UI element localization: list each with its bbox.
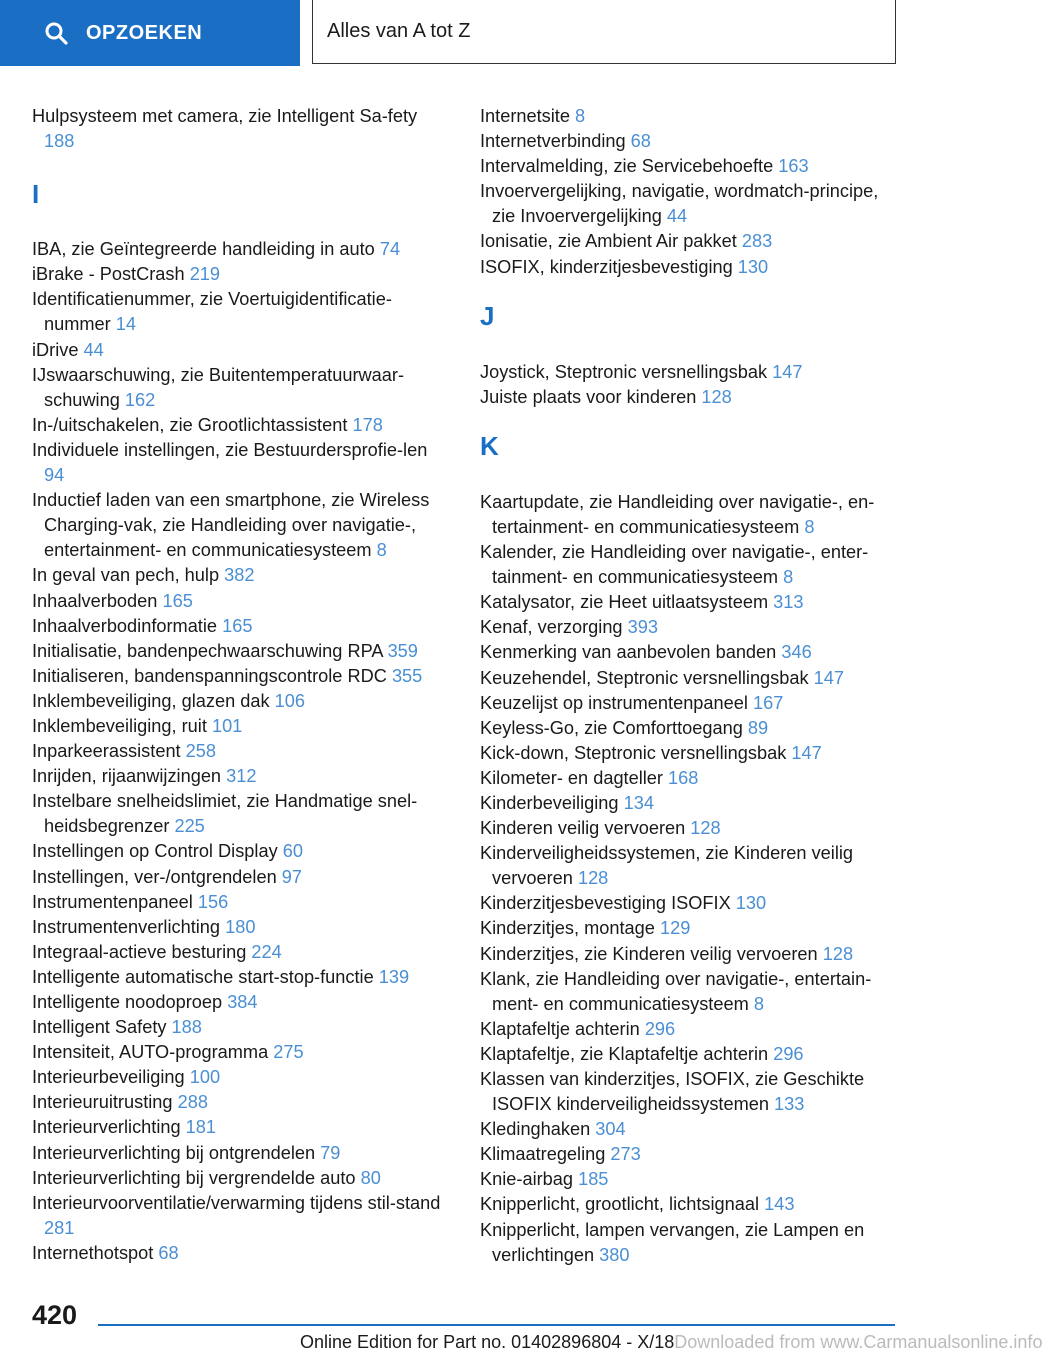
index-entry-text: Inductief laden van een smartphone, zie Wireless Charging-vak, zie Handleiding over navigatie-, entertainment- en communicatiesysteem — [32, 490, 430, 561]
index-entry — [32, 363, 452, 413]
index-column-left — [32, 104, 452, 1266]
index-entry-text: Interieurverlichting bij vergrendelde auto — [32, 1167, 356, 1188]
index-entry-text: Kinderzitjes, zie Kinderen veilig vervoeren — [480, 943, 818, 964]
index-entry — [32, 639, 452, 664]
index-page-link[interactable]: 8 — [783, 567, 794, 588]
index-page-link[interactable]: 130 — [737, 256, 769, 277]
index-entry-text: Klaptafeltje, zie Klaptafeltje achterin — [480, 1043, 769, 1064]
index-page-link[interactable]: 283 — [741, 231, 773, 252]
index-page-link[interactable]: 44 — [83, 339, 104, 360]
index-page-link[interactable]: 128 — [690, 818, 721, 839]
index-entry — [480, 691, 900, 716]
index-entry — [32, 915, 452, 940]
index-entry-text: Keuzelijst op instrumentenpaneel — [480, 692, 748, 713]
index-entry-text: Invoervergelijking, navigatie, wordmatch-principe, zie Invoervergelijking — [480, 181, 879, 227]
index-page-link[interactable]: 44 — [666, 206, 688, 227]
index-entry — [32, 589, 452, 614]
index-entry-text: Klassen van kinderzitjes, ISOFIX, zie Geschikte ISOFIX kinderveiligheidssystemen — [480, 1069, 865, 1115]
index-page-link[interactable]: 143 — [764, 1194, 795, 1215]
index-entry — [32, 1241, 452, 1266]
index-page-link[interactable]: 68 — [630, 131, 651, 152]
index-entry — [480, 816, 900, 841]
index-entry-text: Kinderen veilig vervoeren — [480, 818, 686, 839]
index-entry-text: Interieurvoorventilatie/verwarming tijdens stil-stand — [32, 1192, 441, 1213]
index-page-link[interactable]: 258 — [185, 741, 217, 762]
index-page-link[interactable]: 130 — [735, 893, 767, 914]
index-entry — [32, 1040, 452, 1065]
index-page-link[interactable]: 8 — [753, 993, 764, 1014]
index-page-link[interactable]: 163 — [778, 156, 809, 177]
index-entry — [32, 287, 452, 337]
index-page-link[interactable]: 168 — [668, 767, 699, 788]
index-entry-text: Instellingen op Control Display — [32, 841, 278, 862]
index-entry-text: Klank, zie Handleiding over navigatie-, entertain-ment- en communicatiesysteem — [480, 968, 872, 1014]
index-page-link[interactable]: 106 — [274, 690, 306, 711]
index-entry — [32, 789, 452, 839]
index-entry — [480, 666, 900, 691]
index-entry — [480, 1167, 900, 1192]
index-entry-text: Intensiteit, AUTO-programma — [32, 1042, 269, 1063]
index-entry — [480, 1142, 900, 1167]
index-entry — [480, 229, 900, 254]
index-page-link[interactable]: 68 — [158, 1242, 179, 1263]
index-page-link[interactable]: 156 — [197, 891, 229, 912]
index-column-right — [480, 104, 900, 1268]
index-entry-text: In geval van pech, hulp — [32, 565, 220, 586]
index-page-link[interactable]: 224 — [251, 941, 282, 962]
index-page-link[interactable]: 8 — [804, 516, 815, 537]
index-entry-text: Kick-down, Steptronic versnellingsbak — [480, 742, 787, 763]
index-page-link[interactable]: 79 — [320, 1142, 341, 1163]
index-entry-text: Kalender, zie Handleiding over navigatie-, enter-tainment- en communicatiesysteem — [480, 542, 869, 588]
index-page-link[interactable]: 128 — [577, 868, 609, 889]
index-entry-text: Initialiseren, bandenspanningscontrole RDC — [32, 665, 387, 686]
index-page-link[interactable]: 162 — [124, 389, 156, 410]
index-entry-text: Kinderveiligheidssystemen, zie Kinderen veilig vervoeren — [480, 843, 854, 889]
index-entry-text: Internetsite — [480, 106, 570, 126]
index-entry-text: Kenaf, verzorging — [480, 617, 623, 638]
index-entry — [32, 739, 452, 764]
index-page-link[interactable]: 134 — [623, 792, 654, 813]
index-page-link[interactable]: 359 — [387, 640, 418, 661]
index-entry-text: Keuzehendel, Steptronic versnellingsbak — [480, 667, 809, 688]
index-entry — [480, 967, 900, 1017]
index-entry — [32, 438, 452, 488]
index-page-link[interactable]: 296 — [644, 1018, 676, 1039]
index-entry-text: IBA, zie Geïntegreerde handleiding in auto — [32, 239, 375, 260]
index-entry-text: Ionisatie, zie Ambient Air pakket — [480, 231, 737, 252]
index-entry — [32, 338, 452, 363]
index-entry — [480, 1192, 900, 1217]
index-page-link[interactable]: 139 — [378, 966, 410, 987]
footer-edition — [300, 1332, 1042, 1353]
index-page-link[interactable]: 165 — [222, 615, 253, 636]
index-entry — [32, 614, 452, 639]
index-page-link[interactable]: 147 — [772, 361, 803, 382]
index-page-link[interactable]: 8 — [376, 540, 387, 561]
index-page-link[interactable]: 304 — [595, 1119, 626, 1140]
index-entry-text: Kinderbeveiliging — [480, 792, 619, 813]
index-entry-text: Instellingen, ver-/ontgrendelen — [32, 866, 277, 887]
index-entry-text: Instelbare snelheidslimiet, zie Handmatige snel-heidsbegrenzer — [32, 791, 418, 837]
index-page-link[interactable]: 384 — [227, 992, 258, 1012]
index-entry-text: Katalysator, zie Heet uitlaatsysteem — [480, 592, 769, 613]
search-icon — [44, 21, 68, 45]
index-entry-text: Internetverbinding — [480, 131, 626, 152]
index-page-link[interactable]: 133 — [774, 1094, 805, 1115]
index-entry-text: Inklembeveiliging, ruit — [32, 715, 207, 736]
index-page-link[interactable]: 313 — [773, 592, 804, 613]
index-entry — [480, 640, 900, 665]
index-page-link[interactable]: 97 — [281, 866, 302, 887]
index-entry-text: Inklembeveiliging, glazen dak — [32, 690, 270, 711]
index-page-link[interactable]: 185 — [578, 1169, 609, 1190]
index-entry — [480, 1017, 900, 1042]
index-entry-text: Interieurverlichting bij ontgrendelen — [32, 1142, 316, 1163]
index-page-link[interactable]: 288 — [177, 1092, 208, 1113]
index-entry — [32, 413, 452, 438]
index-page-link[interactable]: 147 — [791, 742, 822, 763]
index-title-tab[interactable] — [312, 0, 896, 64]
index-entry — [32, 237, 452, 262]
index-entry — [32, 865, 452, 890]
index-entry — [480, 615, 900, 640]
index-entry-text: Knipperlicht, lampen vervangen, zie Lampen en verlichtingen — [480, 1219, 865, 1265]
index-entry — [480, 916, 900, 941]
index-page-link[interactable]: 393 — [627, 617, 658, 638]
index-page-link[interactable]: 129 — [659, 918, 691, 939]
index-page-link[interactable]: 8 — [575, 106, 586, 126]
index-entry — [32, 488, 452, 563]
index-entry-text: Identificatienummer, zie Voertuigidentificatie-nummer — [32, 289, 392, 335]
index-entry-text: Kinderzitjesbevestiging ISOFIX — [480, 893, 731, 914]
index-page-link[interactable]: 281 — [44, 1217, 75, 1238]
index-letter-heading: I — [32, 179, 40, 210]
index-page-link[interactable]: 296 — [773, 1043, 804, 1064]
index-page-link[interactable]: 167 — [753, 692, 784, 713]
index-page-link[interactable]: 178 — [352, 414, 383, 435]
index-entry — [480, 360, 900, 385]
index-entry — [480, 766, 900, 791]
index-page-link[interactable]: 312 — [226, 766, 257, 787]
index-entry-text: Intelligent Safety — [32, 1017, 167, 1038]
index-entry — [480, 590, 900, 615]
index-entry — [32, 1015, 452, 1040]
index-entry-text: Knie-airbag — [480, 1169, 574, 1190]
index-entry — [480, 154, 900, 179]
index-entry — [480, 791, 900, 816]
watermark-text: Downloaded from www.Carmanualsonline.info — [674, 1332, 1042, 1352]
index-entry — [32, 714, 452, 739]
index-page-link[interactable]: 74 — [379, 239, 401, 260]
index-entry — [480, 385, 900, 410]
index-page-link[interactable]: 181 — [185, 1117, 217, 1138]
index-entry-text: Kinderzitjes, montage — [480, 918, 655, 939]
index-entry — [480, 741, 900, 766]
index-entry — [32, 262, 452, 287]
index-entry-text: Instrumentenpaneel — [32, 891, 193, 912]
index-page-link[interactable]: 147 — [813, 667, 845, 688]
index-entry — [32, 764, 452, 789]
index-entry-text: In-/uitschakelen, zie Grootlichtassistent — [32, 414, 348, 435]
index-entry-text: Kilometer- en dagteller — [480, 767, 663, 788]
index-letter-heading: K — [480, 430, 499, 461]
index-entry-text: Knipperlicht, grootlicht, lichtsignaal — [480, 1194, 760, 1215]
index-entry — [480, 255, 900, 280]
index-entry-text: Joystick, Steptronic versnellingsbak — [480, 361, 768, 382]
index-entry — [32, 1065, 452, 1090]
search-button-label: OPZOEKEN — [86, 21, 203, 44]
index-page-link[interactable]: 80 — [360, 1167, 381, 1188]
index-page-link[interactable]: 355 — [391, 665, 423, 686]
index-entry-text: Hulpsysteem met camera, zie Intelligent Sa-fety — [32, 106, 418, 126]
index-entry — [32, 104, 452, 154]
index-page-link[interactable]: 165 — [162, 590, 193, 611]
index-entry-text: Integraal-actieve besturing — [32, 941, 247, 962]
index-entry-text: Inhaalverbodinformatie — [32, 615, 218, 636]
index-entry-text: Inhaalverboden — [32, 590, 158, 611]
index-page-link[interactable]: 380 — [599, 1244, 630, 1265]
index-entry-text: Kledinghaken — [480, 1119, 591, 1140]
footer-divider — [98, 1324, 895, 1326]
index-page-link[interactable]: 382 — [224, 565, 255, 586]
edition-text: Online Edition for Part no. 01402896804 - X/18 — [300, 1332, 675, 1352]
index-entry-text: iBrake - PostCrash — [32, 264, 185, 285]
index-page-link[interactable]: 60 — [282, 841, 303, 862]
search-button[interactable] — [0, 0, 300, 66]
index-entry-text: Internethotspot — [32, 1242, 154, 1263]
index-page-link[interactable]: 275 — [273, 1042, 304, 1063]
index-page-link[interactable]: 128 — [701, 386, 732, 407]
index-entry-text: Kaartupdate, zie Handleiding over navigatie-, en-tertainment- en communicatiesysteem — [480, 491, 875, 537]
index-page-link[interactable]: 219 — [189, 264, 221, 285]
index-entry — [32, 1141, 452, 1166]
index-entry-text: Interieurverlichting — [32, 1117, 181, 1138]
index-page-link[interactable]: 188 — [171, 1017, 202, 1038]
index-entry-text: Instrumentenverlichting — [32, 916, 221, 937]
index-entry-text: Klimaatregeling — [480, 1144, 606, 1165]
index-entry — [32, 940, 452, 965]
index-entry — [32, 839, 452, 864]
index-page-link[interactable]: 273 — [610, 1144, 641, 1165]
index-entry — [480, 490, 900, 540]
index-entry-text: Juiste plaats voor kinderen — [480, 386, 697, 407]
index-entry — [480, 1067, 900, 1117]
index-entry — [32, 990, 452, 1015]
index-page-link[interactable]: 94 — [44, 465, 65, 486]
index-letter-heading: J — [480, 300, 495, 331]
index-entry — [480, 1042, 900, 1067]
index-entry — [32, 1166, 452, 1191]
index-entry — [32, 664, 452, 689]
index-entry — [480, 891, 900, 916]
index-entry — [480, 1117, 900, 1142]
index-page-link[interactable]: 128 — [822, 943, 854, 964]
index-entry-text: Intervalmelding, zie Servicebehoefte — [480, 156, 774, 177]
index-entry-text: IJswaarschuwing, zie Buitentemperatuurwaar-schuwing — [32, 364, 405, 410]
index-page-link[interactable]: 101 — [211, 715, 243, 736]
index-entry — [480, 1218, 900, 1268]
index-entry — [480, 942, 900, 967]
index-entry — [32, 563, 452, 588]
index-entry — [480, 540, 900, 590]
index-entry-text: Intelligente noodoproep — [32, 992, 223, 1012]
index-page-link[interactable]: 14 — [115, 314, 136, 335]
index-entry — [32, 1090, 452, 1115]
index-entry-text: Kenmerking van aanbevolen banden — [480, 642, 777, 663]
index-entry-text: Klaptafeltje achterin — [480, 1018, 640, 1039]
index-entry-text: Keyless-Go, zie Comforttoegang — [480, 717, 743, 738]
index-entry-text: Inrijden, rijaanwijzingen — [32, 766, 222, 787]
index-page-link[interactable]: 188 — [44, 131, 75, 152]
index-entry-text: Inparkeerassistent — [32, 741, 181, 762]
index-entry-text: Interieuruitrusting — [32, 1092, 173, 1113]
index-entry — [32, 1191, 452, 1241]
index-entry-text: iDrive — [32, 339, 79, 360]
index-page-link[interactable]: 89 — [747, 717, 769, 738]
index-entry-text: ISOFIX, kinderzitjesbevestiging — [480, 256, 733, 277]
index-entry — [32, 965, 452, 990]
top-navigation — [0, 0, 960, 66]
index-entry — [480, 841, 900, 891]
index-entry-text: Individuele instellingen, zie Bestuurdersprofie-len — [32, 439, 428, 460]
index-page-link[interactable]: 100 — [189, 1067, 221, 1088]
index-page-link[interactable]: 225 — [174, 816, 205, 837]
index-entry — [32, 689, 452, 714]
index-entry — [480, 179, 900, 229]
index-entry — [32, 890, 452, 915]
index-entry-text: Intelligente automatische start-stop-functie — [32, 966, 374, 987]
index-entry — [480, 716, 900, 741]
index-title: Alles van A tot Z — [327, 20, 471, 42]
index-entry-text: Initialisatie, bandenpechwaarschuwing RPA — [32, 640, 383, 661]
index-page-link[interactable]: 180 — [225, 916, 256, 937]
index-entry — [480, 129, 900, 154]
index-entry — [480, 104, 900, 129]
index-entry — [32, 1115, 452, 1140]
index-page-link[interactable]: 346 — [781, 642, 812, 663]
page-number: 420 — [32, 1300, 78, 1330]
index-entry-text: Interieurbeveiliging — [32, 1067, 185, 1088]
